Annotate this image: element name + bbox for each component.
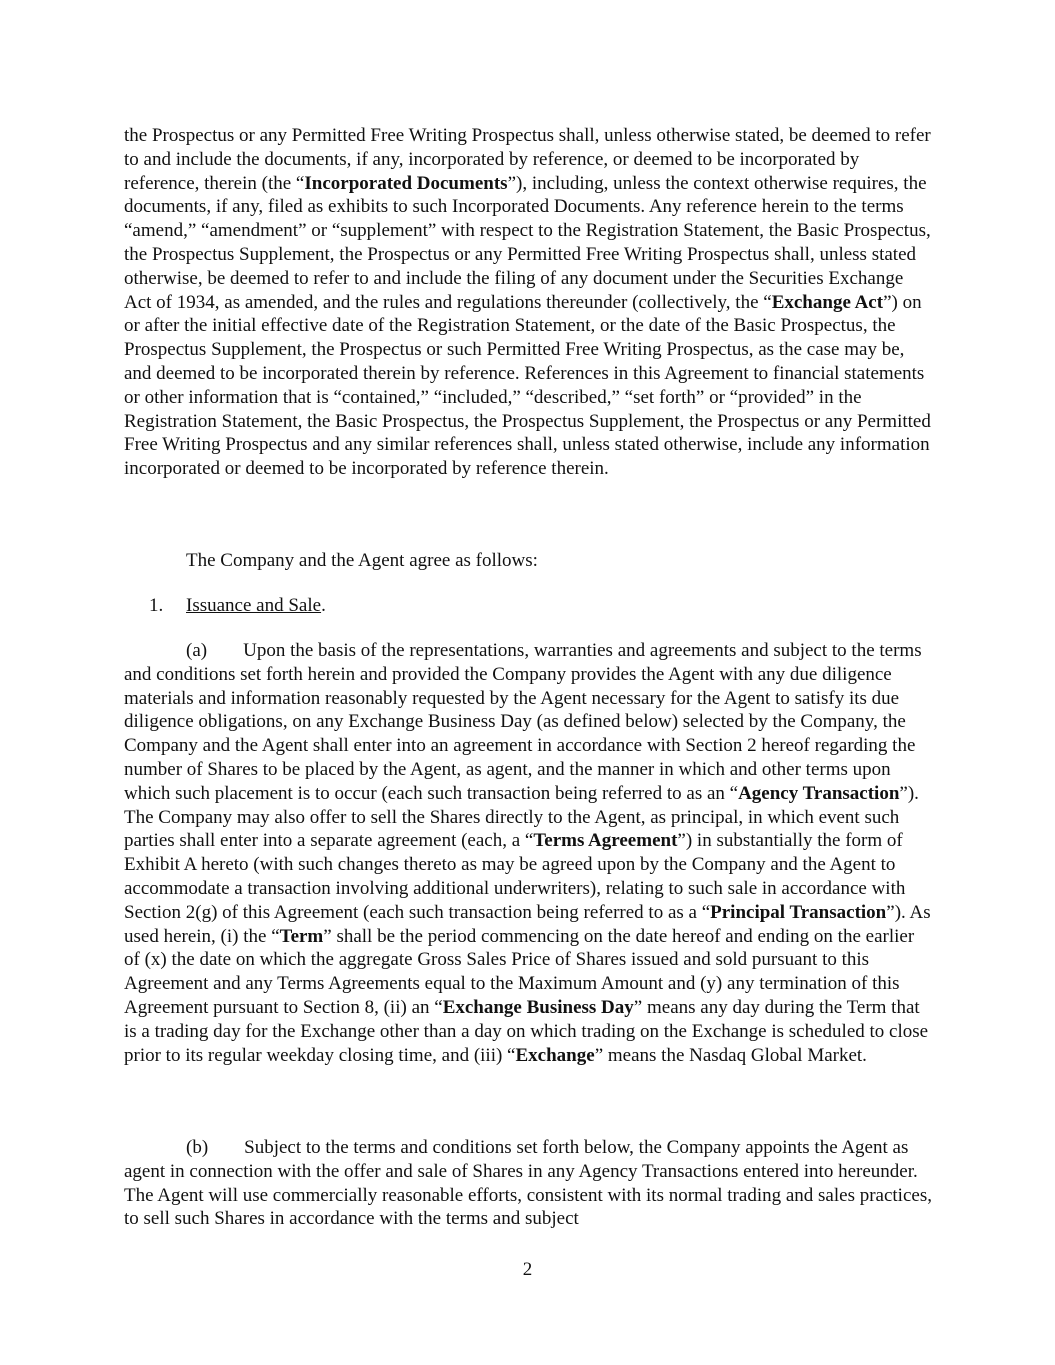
paragraph-agreement-intro xyxy=(124,549,934,573)
text-run: ”) on or after the initial effective date of the Registration Statement, or the date of the Basic Prospectus, the Prospectus Supplement, the Prospectus or such Permitted Free Writing Prospectus, as the case may be, and deemed to be incorporated therein by reference. References in this Agreement to financial statements or other information that is “contained,” “included,” “described,” “set forth” or “provided” in the Registration Statement, the Basic Prospectus, the Prospectus Supplement, the Prospectus or any Permitted Free Writing Prospectus and any similar references shall, unless stated otherwise, include any information incorporated or deemed to be incorporated by reference therein. xyxy=(124,291,931,480)
text-run: ” means the Nasdaq Global Market. xyxy=(594,1044,867,1066)
text-run: Upon the basis of the representations, warranties and agreements and subject to the terms and conditions set forth herein and provided the Company provides the Agent with any due diligence materials and information reasonably requested by the Agent necessary for the Agent to satisfy its due diligence obligations, on any Exchange Business Day (as defined below) selected by the Company, the Company and the Agent shall enter into an agreement in accordance with Section 2 hereof regarding the number of Shares to be placed by the Agent, as agent, and the manner in which and other terms upon which such placement is to occur (each such transaction being referred to as an “ xyxy=(124,640,922,804)
text-run: ” means any day during the Term that is a trading day for the Exchange other than a day on which trading on the Exchange is scheduled to close prior to its regular weekday closing time, and (iii) “ xyxy=(124,996,929,1066)
paragraph-label: (b) xyxy=(186,1137,209,1158)
text-run: ”) in substantially the form of Exhibit A hereto (with such changes thereto as may be agreed upon by the Company and the Agent to accommodate a transaction involving additional underwriters), relating to such sale in accordance with Section 2(g) of this Agreement (each such transaction being referred to as a “ xyxy=(124,830,906,923)
page-number: 2 xyxy=(522,1259,533,1280)
section-heading-issuance-and-sale xyxy=(149,594,959,618)
text-run: ”), including, unless the context otherwise requires, the documents, if any, filed as exhibits to such Incorporated Documents. Any reference herein to the terms “amend,” “amendment” or “supplement” with respect to the Registration Statement, the Basic Prospectus, the Prospectus Supplement, the Prospectus or any Permitted Free Writing Prospectus shall, unless stated otherwise, be deemed to refer to and include the filing of any document under the Securities Exchange Act of 1934, as amended, and the rules and regulations thereunder (collectively, the “ xyxy=(124,172,931,313)
text-run: ”). The Company may also offer to sell the Shares directly to the Agent, as principal, in which event such parties shall enter into a separate agreement (each, a “ xyxy=(124,782,919,852)
defined-term-terms-agreement: Terms Agreement xyxy=(533,830,678,852)
defined-term-agency-transaction: Agency Transaction xyxy=(738,782,900,804)
text-run: ”). As used herein, (i) the “ xyxy=(124,901,931,947)
text-run: The Company and the Agent agree as follows: xyxy=(186,550,538,571)
section-title-period: . xyxy=(321,595,326,616)
defined-term-term: Term xyxy=(279,925,324,947)
paragraph-label: (a) xyxy=(186,640,208,661)
defined-term-exchange-act: Exchange Act xyxy=(771,291,884,313)
text-run: the Prospectus or any Permitted Free Writing Prospectus shall, unless otherwise stated, be deemed to refer to and include the documents, if any, incorporated by reference, or deemed to be incorporated by reference, therein (the “ xyxy=(124,125,931,194)
paragraph-prospectus-definitions xyxy=(124,124,934,481)
paragraph-a xyxy=(124,639,934,1067)
defined-term-incorporated-documents: Incorporated Documents xyxy=(304,172,508,194)
text-run: ” shall be the period commencing on the date hereof and ending on the earlier of (x) the date on which the aggregate Gross Sales Price of Shares issued and sold pursuant to this Agreement and any Terms Agreements equal to the Maximum Amount and (y) any termination of this Agreement pursuant to Section 8, (ii) an “ xyxy=(124,925,915,1018)
section-number: 1. xyxy=(149,595,164,616)
defined-term-principal-transaction: Principal Transaction xyxy=(710,901,887,923)
text-run: Subject to the terms and conditions set forth below, the Company appoints the Agent as agent in connection with the offer and sale of Shares in any Agency Transactions entered into hereunder. The Agent will use commercially reasonable efforts, consistent with its normal trading and sales practices, to sell such Shares in accordance with the terms and subject xyxy=(124,1137,932,1230)
defined-term-exchange-business-day: Exchange Business Day xyxy=(442,996,634,1018)
paragraph-b xyxy=(124,1136,934,1231)
defined-term-exchange: Exchange xyxy=(515,1044,595,1066)
section-title: Issuance and Sale xyxy=(186,595,322,616)
